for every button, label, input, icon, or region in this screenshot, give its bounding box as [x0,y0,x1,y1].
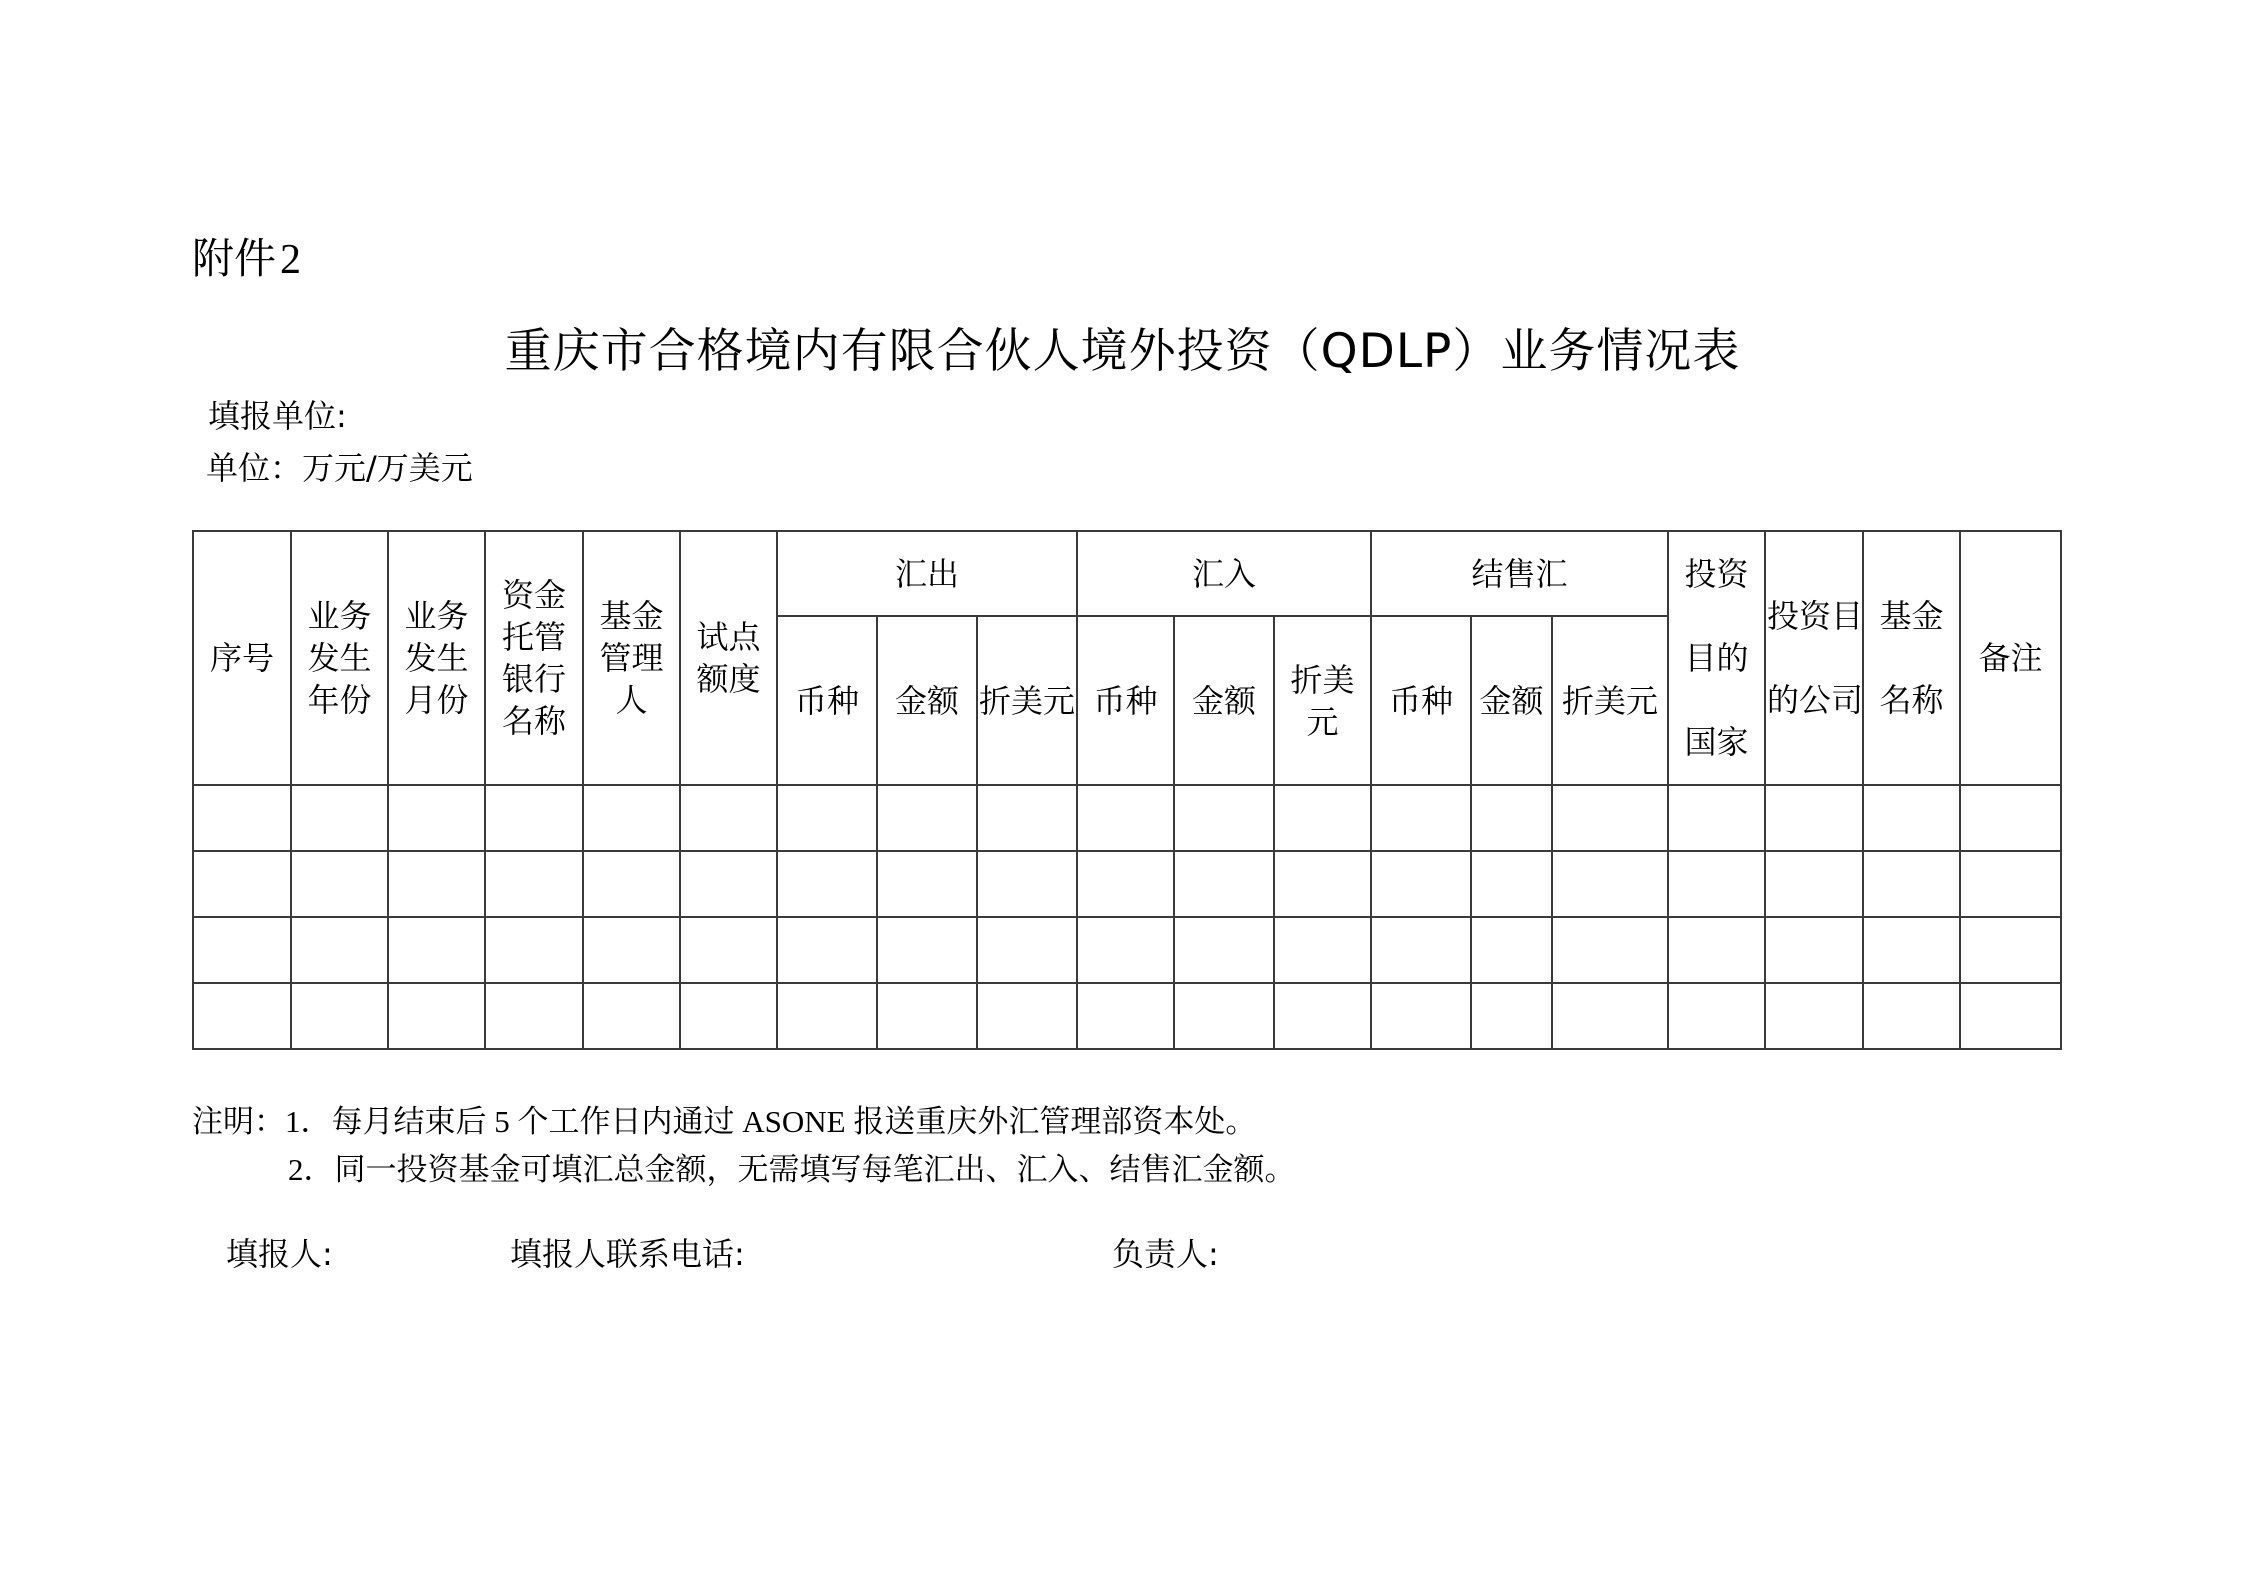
table-cell[interactable] [877,917,977,983]
qdlp-report-table [192,530,2062,1050]
table-cell[interactable] [1471,851,1552,917]
table-cell[interactable] [583,785,680,851]
header-serial: 序号 [193,531,291,785]
table-cell[interactable] [1960,851,2061,917]
table-cell[interactable] [1668,917,1765,983]
table-cell[interactable] [388,785,485,851]
table-cell[interactable] [680,785,777,851]
table-cell[interactable] [1960,785,2061,851]
table-body [193,785,2061,1049]
document-title: 重庆市合格境内有限合伙人境外投资（QDLP）业务情况表 [504,324,1741,379]
subheader-fx-currency: 币种 [1371,616,1471,785]
note-2-number: 2． [288,1152,335,1187]
table-cell[interactable] [1552,983,1668,1049]
note-2-text: 同一投资基金可填汇总金额，无需填写每笔汇出、汇入、结售汇金额。 [334,1152,1296,1188]
subheader-fx-amount: 金额 [1471,616,1552,785]
table-row [193,983,2061,1049]
table-cell[interactable] [1077,851,1174,917]
table-cell[interactable] [1274,917,1371,983]
table-cell[interactable] [193,917,291,983]
table-cell[interactable] [1765,851,1863,917]
table-cell[interactable] [388,851,485,917]
table-cell[interactable] [1765,785,1863,851]
note-1-days: 5 [486,1104,518,1139]
table-cell[interactable] [1274,851,1371,917]
note-1-number: 1． [285,1104,332,1139]
table-cell[interactable] [977,917,1077,983]
table-cell[interactable] [680,851,777,917]
table-cell[interactable] [291,785,388,851]
table-cell[interactable] [583,851,680,917]
responsible-label: 负责人: [1112,1235,1219,1273]
subheader-out-amount: 金额 [877,616,977,785]
unit-label: 单位：万元/万美元 [206,449,473,487]
table-cell[interactable] [1668,983,1765,1049]
table-cell[interactable] [977,983,1077,1049]
table-cell[interactable] [1371,917,1471,983]
table-cell[interactable] [583,983,680,1049]
subheader-out-currency: 币种 [777,616,877,785]
header-remarks: 备注 [1960,531,2061,785]
table-cell[interactable] [1552,917,1668,983]
table-cell[interactable] [1371,851,1471,917]
reporting-unit-label: 填报单位: [208,397,347,435]
table-cell[interactable] [1471,785,1552,851]
table-cell[interactable] [291,917,388,983]
header-business-year: 业务发生年份 [291,531,388,785]
table-cell[interactable] [1174,785,1274,851]
table-cell[interactable] [1174,851,1274,917]
table-cell[interactable] [1863,851,1960,917]
header-remit-out: 汇出 [777,531,1077,616]
table-cell[interactable] [1174,983,1274,1049]
filler-phone-label: 填报人联系电话: [510,1235,745,1273]
table-cell[interactable] [583,917,680,983]
note-1-system: ASONE [734,1104,854,1139]
table-cell[interactable] [1371,983,1471,1049]
note-1-text-b: 个工作日内通过 [517,1104,735,1140]
filler-label: 填报人: [226,1235,333,1273]
notes-prefix: 注明： [192,1104,285,1140]
note-line-2 [192,1146,1296,1194]
table-cell[interactable] [1471,983,1552,1049]
table-cell[interactable] [1960,983,2061,1049]
table-cell[interactable] [1863,983,1960,1049]
subheader-in-usd: 折美元 [1274,616,1371,785]
table-cell[interactable] [485,851,583,917]
header-target-country: 投资目的国家 [1668,531,1765,785]
table-cell[interactable] [1274,983,1371,1049]
header-fund-name: 基金名称 [1863,531,1960,785]
note-1-text-a: 每月结束后 [331,1104,487,1140]
notes-block [192,1098,1296,1194]
table-cell[interactable] [777,851,877,917]
header-fund-manager: 基金管理人 [583,531,680,785]
table-row [193,851,2061,917]
table-cell[interactable] [877,851,977,917]
header-fx-settlement: 结售汇 [1371,531,1668,616]
table-cell[interactable] [1552,785,1668,851]
header-business-month: 业务发生月份 [388,531,485,785]
table-row [193,785,2061,851]
table-cell[interactable] [193,983,291,1049]
table-row [193,917,2061,983]
attachment-text: 附件 [192,234,277,283]
attachment-number: 2 [280,237,302,283]
table-cell[interactable] [680,917,777,983]
table-cell[interactable] [485,785,583,851]
table-cell[interactable] [1077,785,1174,851]
table-cell[interactable] [291,851,388,917]
table-cell[interactable] [1765,983,1863,1049]
table-cell[interactable] [193,785,291,851]
table-cell[interactable] [291,983,388,1049]
table-cell[interactable] [777,785,877,851]
table-cell[interactable] [1863,785,1960,851]
table-cell[interactable] [1668,785,1765,851]
subheader-fx-usd: 折美元 [1552,616,1668,785]
subheader-out-usd: 折美元 [977,616,1077,785]
table-cell[interactable] [1552,851,1668,917]
subheader-in-amount: 金额 [1174,616,1274,785]
table-cell[interactable] [977,785,1077,851]
table-cell[interactable] [777,917,877,983]
header-custodian-bank: 资金托管银行名称 [485,531,583,785]
table-cell[interactable] [485,983,583,1049]
table-cell[interactable] [1471,917,1552,983]
header-row-1 [193,531,2061,616]
table-cell[interactable] [388,983,485,1049]
table-cell[interactable] [1668,851,1765,917]
table-cell[interactable] [1077,983,1174,1049]
table-cell[interactable] [777,983,877,1049]
table-cell[interactable] [1371,785,1471,851]
table-cell[interactable] [388,917,485,983]
header-target-company: 投资目的公司 [1765,531,1863,785]
table-cell[interactable] [1765,917,1863,983]
table-cell[interactable] [1077,917,1174,983]
header-pilot-quota: 试点额度 [680,531,777,785]
table-cell[interactable] [977,851,1077,917]
table-cell[interactable] [680,983,777,1049]
attachment-label [192,234,302,283]
table-cell[interactable] [193,851,291,917]
note-line-1 [192,1098,1296,1146]
subheader-in-currency: 币种 [1077,616,1174,785]
table-cell[interactable] [1274,785,1371,851]
note-1-text-c: 报送重庆外汇管理部资本处。 [853,1104,1257,1140]
table-cell[interactable] [485,917,583,983]
table-cell[interactable] [877,983,977,1049]
table-cell[interactable] [1960,917,2061,983]
header-remit-in: 汇入 [1077,531,1371,616]
table-cell[interactable] [877,785,977,851]
table-cell[interactable] [1174,917,1274,983]
table-cell[interactable] [1863,917,1960,983]
